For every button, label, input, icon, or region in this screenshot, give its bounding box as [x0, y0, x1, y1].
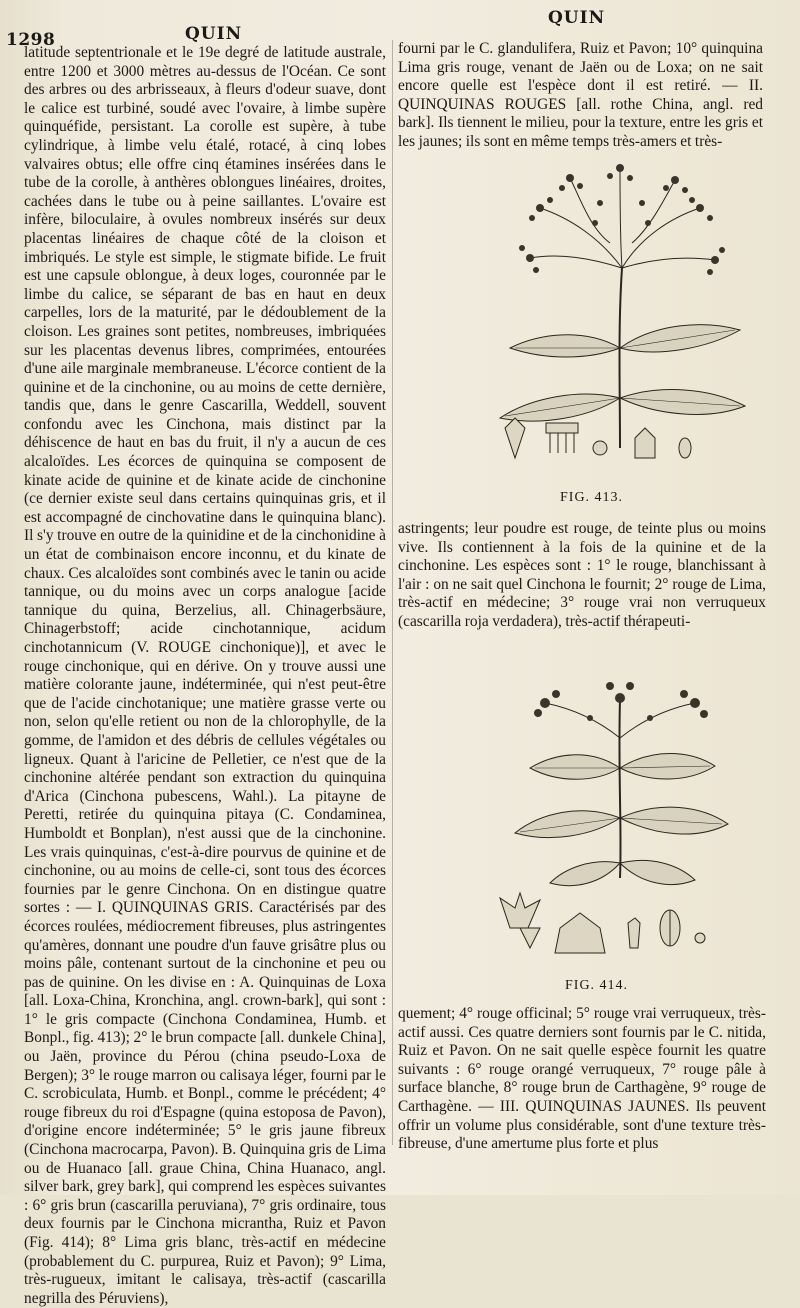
column-divider: [392, 40, 393, 1145]
figure-413-caption: FIG. 413.: [560, 490, 624, 505]
running-head-right: QUIN: [548, 8, 606, 28]
right-column-bottom-text: quement; 4° rouge officinal; 5° rouge vrai verruqueux, très-actif aussi. Ces quatre derniers sont fournis par le C. nitida, Ruiz et Pavon. On ne sait quelle espèce fournit les quatre suivants : 6° rouge orangé verruqueux, 7° rouge pâle à surface blanche, 8° rouge brun de Carthagène, 9° rouge de Carthagène. — III. QUINQUINAS JAUNES. Ils peuvent offrir un volume plus considérable, sont d'une texture très-fibreuse, d'une amertume plus forte et plus: [398, 1005, 766, 1153]
figure-414-engraving: [470, 628, 770, 978]
right-column-top-text: fourni par le C. glandulifera, Ruiz et Pavon; 10° quinquina Lima gris rouge, venant de Jaën ou de Loxa; on ne sait encore quelle est l'espèce dont il est retiré. — II. QUINQUINAS ROUGES [all. rothe China, angl. red bark]. Ils tiennent le milieu, pour la texture, entre les gris et les jaunes; ils sont en même temps très-amers et très-: [398, 40, 763, 150]
right-column-middle-text: astringents; leur poudre est rouge, de teinte plus ou moins vive. Ils contiennent à la fois de la quinine et de la cinchonine. Les espèces sont : 1° le rouge, blanchissant à l'air : on ne sait quel Cinchona le fournit; 2° rouge de Lima, très-actif en médecine; 3° rouge vrai non verruqueux (cascarilla roja verdadera), très-actif thérapeuti-: [398, 520, 766, 630]
figure-413-engraving: [470, 148, 770, 488]
figure-414-caption: FIG. 414.: [565, 978, 629, 993]
running-head-left: QUIN: [185, 24, 243, 44]
page-number: 1298: [6, 30, 56, 50]
left-column-text: latitude septentrionale et le 19e degré de latitude australe, entre 1200 et 3000 mètres au-dessus de l'Océan. Ce sont des arbres ou des arbrisseaux, à fleurs d'odeur suave, dont le calice est turbiné, soudé avec l'ovaire, à limbe supère quinquéfide, persistant. La corolle est supère, à tube cylindrique, à limbe velu étalé, rotacé, à cinq lobes valvaires obtus; elle offre cinq étamines insérées dans le tube de la corolle, à anthères oblongues linéaires, droites, cachées dans le tube ou à peine saillantes. L'ovaire est infère, biloculaire, à ovules nombreux insérés sur deux placentas linéaires de chaque côté de la cloison et imbriqués. Le style est simple, le stigmate bifide. Le fruit est une capsule oblongue, à deux loges, couronnée par le limbe du calice, se séparant de bas en haut en deux carpelles, lors de la maturité, par le dédoublement de la cloison. Les graines sont petites, nombreuses, imbriquées sur les placentas devenus libres, comprimées, entourées d'une aile marginale membraneuse. L'écorce contient de la quinine et de la cinchonine, ou au moins de cette dernière, tandis que, dans le genre Cascarilla, Weddell, souvent confondu avec les Cinchona, mais distinct par la déhiscence de haut en bas du fruit, il n'y a aucun de ces alcaloïdes. Les écorces de quinquina se composent de kinate acide de quinine et de kinate acide de cinchonine (ce dernier existe seul dans certains quinquinas gris, et il est accompagné de cinchovatine dans le quinquina blanc). Il s'y trouve en outre de la quinidine et de la cinchonidine à un état de combinaison encore inconnu, et du kinate de chaux. Ces alcaloïdes sont combinés avec le tanin ou acide tannique, ou du moins avec un corps analogue [acide tannique du quina, Berzelius, all. Chinagerbsäure, Chinagerbstoff; acide cinchotannique, acidum cinchotannicum (V. ROUGE cinchonique)], et avec le rouge cinchonique, qui en dérive. On y trouve aussi une matière colorante jaune, indéterminée, qui n'est peut-être que de l'acide cinchotanique; une matière grasse verte ou non, selon qu'elle retient ou non de la chlorophylle, de la gomme, de l'amidon et des débris de cellules végétales ou ligneux. Quant à l'aricine de Pelletier, ce n'est que de la cinchonine altérée pendant son extraction du quinquina d'Arica (Cinchona pubescens, Wahl.). La pitayne de Peretti, retirée du quinquina pitaya (C. Condaminea, Humboldt et Bonplan), n'est aussi que de la cinchonine. Les vrais quinquinas, c'est-à-dire pourvus de quinine et de cinchonine, ou au moins de celle-ci, sont tous des écorces fournies par le genre Cinchona. On en distingue quatre sortes : — I. QUINQUINAS GRIS. Caractérisés par des écorces roulées, médiocrement fibreuses, plus astringentes qu'amères, donnant une poudre d'un fauve grisâtre plus ou moins pâle, contenant surtout de la cinchonine et peu ou pas de quinine. On les divise en : A. Quinquinas de Loxa [all. Loxa-China, Kronchina, angl. crown-bark], qui sont : 1° le gris compacte (Cinchona Condaminea, Humb. et Bonpl., fig. 413); 2° le brun compacte [all. dunkele China], ou Jaën, province du Pérou (china pseudo-Loxa de Bergen); 3° le rouge marron ou calisaya léger, fourni par le C. scrobiculata, Humb. et Bonpl., comme le précédent; 4° rouge fibreux du roi d'Espagne (quina estoposa de Pavon), d'origine encore indéterminée; 5° le gris jaune fibreux (Cinchona macrocarpa, Pavon). B. Quinquina gris de Lima ou de Huanaco [all. graue China, China Huanaco, angl. silver bark, grey bark], qui comprend les espèces suivantes : 6° gris brun (cascarilla peruviana), 7° gris ordinaire, tous deux fournis par le Cinchona micrantha, Ruiz et Pavon (Fig. 414); 8° Lima gris blanc, très-actif en médecine (probablement du C. purpurea, Ruiz et Pavon); 9° Lima, très-rugueux, imitant le calisaya, très-actif (cascarilla negrilla des Péruviens),: [24, 44, 386, 1307]
